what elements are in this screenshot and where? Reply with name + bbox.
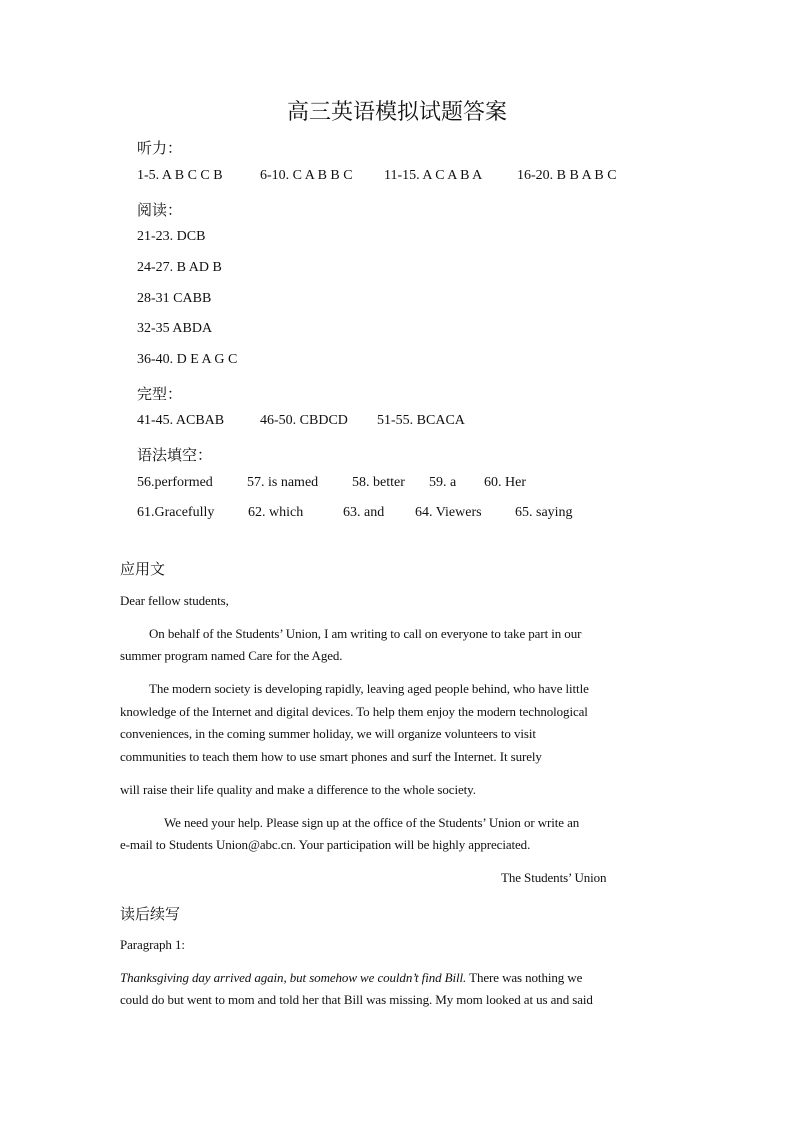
grammar-answer: 65. saying [515, 505, 573, 520]
page-title: 高三英语模拟试题答案 [286, 99, 507, 124]
grammar-heading: 语法填空： [137, 448, 213, 464]
listening-answer: 1-5. A B C C B [137, 168, 223, 183]
listening-answer: 11-15. A C A B A [384, 168, 483, 183]
cloze-answer: 46-50. CBDCD [260, 413, 348, 428]
letter-paragraph-line: knowledge of the Internet and digital devices. To help them enjoy the modern technological [120, 704, 588, 719]
reading-answer-line: 21-23. DCB [137, 229, 206, 244]
grammar-answer: 63. and [343, 505, 385, 520]
continuation-line: could do but went to mom and told her that Bill was missing. My mom looked at us and said [120, 992, 593, 1007]
letter-salutation: Dear fellow students, [120, 593, 229, 608]
listening-heading: 听力： [137, 141, 183, 157]
letter-paragraph-line: will raise their life quality and make a difference to the whole society. [120, 782, 476, 797]
reading-answer-line: 28-31 CABB [137, 291, 212, 306]
grammar-answer: 58. better [352, 475, 405, 490]
reading-answer-line: 24-27. B AD B [137, 260, 222, 275]
grammar-row [137, 475, 526, 491]
letter-paragraph-line: communities to teach them how to use smart phones and surf the Internet. It surely [120, 749, 542, 764]
cloze-answer: 41-45. ACBAB [137, 413, 225, 428]
letter-paragraph-line: conveniences, in the coming summer holiday, we will organize volunteers to visit [120, 726, 536, 741]
grammar-answer: 61.Gracefully [137, 505, 215, 520]
letter-signature: The Students’ Union [501, 870, 607, 885]
letter-paragraph-line: e-mail to Students Union@abc.cn. Your participation will be highly appreciated. [120, 837, 531, 852]
continuation-line [120, 970, 582, 986]
listening-answer: 16-20. B B A B C [517, 168, 617, 183]
letter-paragraph-line: summer program named Care for the Aged. [120, 648, 343, 663]
grammar-answer: 57. is named [247, 475, 319, 490]
given-sentence: Thanksgiving day arrived again, but somehow we couldn’t find Bill. [120, 970, 467, 985]
cloze-answers [137, 413, 465, 429]
paragraph-label: Paragraph 1: [120, 937, 185, 952]
letter-paragraph-line: On behalf of the Students’ Union, I am writing to call on everyone to take part in our [149, 626, 582, 641]
grammar-answer: 60. Her [484, 475, 526, 490]
listening-answer: 6-10. C A B B C [260, 168, 353, 183]
continuation-text: There was nothing we [466, 970, 583, 985]
letter-paragraph-line: We need your help. Please sign up at the office of the Students’ Union or write an [164, 815, 580, 830]
grammar-answer: 59. a [429, 475, 457, 490]
reading-answer-line: 36-40. D E A G C [137, 352, 238, 367]
writing-heading: 应用文 [120, 562, 166, 578]
grammar-answer: 56.performed [137, 475, 213, 490]
grammar-answer: 62. which [248, 505, 304, 520]
listening-answers [137, 168, 617, 184]
cloze-heading: 完型： [137, 387, 183, 403]
letter-paragraph-line: The modern society is developing rapidly, leaving aged people behind, who have little [149, 681, 589, 696]
cloze-answer: 51-55. BCACA [377, 413, 465, 428]
grammar-row [137, 505, 573, 521]
reading-heading: 阅读： [137, 203, 183, 219]
grammar-answer: 64. Viewers [415, 505, 482, 520]
continuation-heading: 读后续写 [120, 907, 181, 923]
reading-answer-line: 32-35 ABDA [137, 321, 213, 336]
